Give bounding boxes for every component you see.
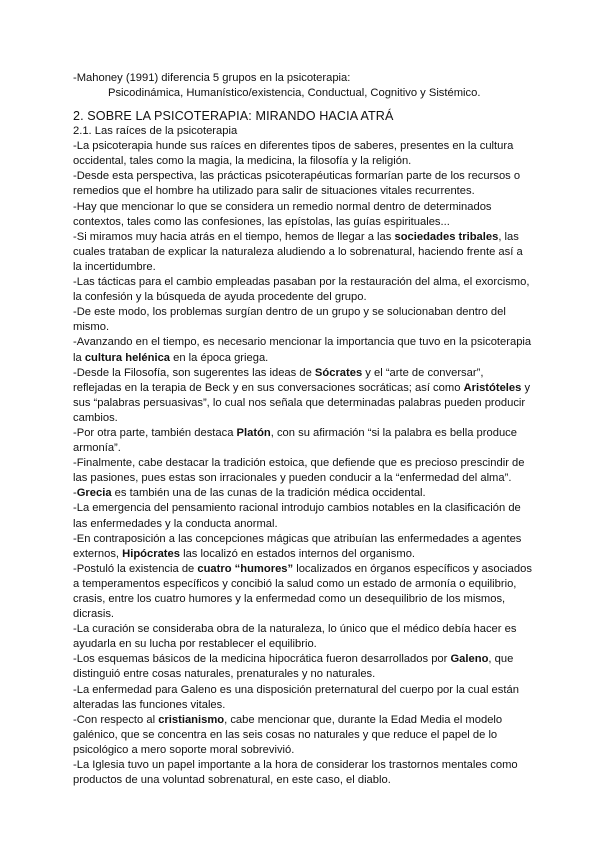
paragraph-line [73, 275, 533, 290]
paragraph-line [73, 169, 533, 184]
text-run: remedios que el hombre ha utilizado para salir de situaciones vitales recurrentes. [73, 185, 475, 198]
text-run: , las [498, 230, 519, 243]
bold-term: Aristóteles [463, 381, 522, 394]
paragraph [73, 532, 533, 562]
text-run: -De este modo, los problemas surgían dentro de un grupo y se solucionaban dentro del [73, 306, 506, 319]
text-run: - [73, 487, 77, 500]
bold-term: Sócrates [314, 366, 363, 379]
bold-term: cuatro “humores” [197, 562, 294, 575]
text-run: , que [488, 653, 514, 666]
paragraph [73, 305, 533, 335]
paragraph [73, 200, 533, 230]
paragraph-line [73, 773, 533, 788]
paragraph-line [73, 532, 533, 547]
text-run: -Por otra parte, también destaca [73, 426, 237, 439]
bold-term: Platón [236, 426, 271, 439]
paragraph-line [73, 335, 533, 350]
text-run: cambios. [73, 411, 118, 424]
paragraph-line [73, 230, 533, 245]
paragraph [73, 456, 533, 486]
paragraph-line [73, 139, 533, 154]
paragraph [73, 652, 533, 682]
bold-term: cristianismo [158, 713, 225, 726]
paragraph-line [73, 577, 533, 592]
paragraph-line [73, 607, 533, 622]
paragraph-line [73, 698, 533, 713]
paragraph [73, 335, 533, 365]
text-run: -La emergencia del pensamiento racional introdujo cambios notables en la clasificación de [73, 502, 521, 515]
paragraph-line [73, 622, 533, 637]
text-run: -La psicoterapia hunde sus raíces en diferentes tipos de saberes, presentes en la cultura [73, 140, 514, 153]
paragraph-line [73, 592, 533, 607]
paragraph-line [73, 486, 533, 501]
paragraph-line [73, 683, 533, 698]
text-run: mismo. [73, 321, 110, 334]
text-run: la [73, 351, 85, 364]
text-run: y [521, 381, 531, 394]
text-run: -En contraposición a las concepciones mágicas que atribuían las enfermedades a agentes [73, 532, 522, 545]
intro-line: -Mahoney (1991) diferencia 5 grupos en la psicoterapia: [73, 72, 351, 84]
text-run: productos de una voluntad sobrenatural, en este caso, el diablo. [73, 774, 391, 787]
paragraph-line [73, 260, 533, 275]
document-page [73, 71, 533, 788]
text-run: -La Iglesia tuvo un papel importante a la hora de considerar los trastornos mentales como [73, 759, 518, 772]
paragraph [73, 683, 533, 713]
text-run: , cabe mencionar que, durante la Edad Media el modelo [224, 713, 503, 726]
bold-term: Hipócrates [122, 547, 180, 560]
text-run: -Hay que mencionar lo que se considera un remedio normal dentro de determinados [73, 200, 492, 213]
paragraph-line [73, 667, 533, 682]
text-run: ayudarla en su lucha por restablecer el equilibrio. [73, 638, 317, 651]
paragraph-line [73, 366, 533, 381]
paragraph [73, 486, 533, 501]
paragraph-line [73, 501, 533, 516]
text-run: dicrasis. [73, 608, 115, 621]
text-run: alteradas las funciones vitales. [73, 698, 226, 711]
paragraph-line [73, 652, 533, 667]
text-run: es también una de las cunas de la tradición médica occidental. [111, 487, 426, 500]
paragraph [73, 230, 533, 275]
text-run: las localizó en estados internos del organismo. [179, 547, 416, 560]
text-run: en la época griega. [170, 351, 269, 364]
paragraph-line [73, 381, 533, 396]
paragraph-line [73, 441, 533, 456]
paragraph-line [73, 728, 533, 743]
text-run: -Los esquemas básicos de la medicina hipocrática fueron desarrollados por [73, 653, 451, 666]
text-run: las pasiones, pues estas son irracionales y pueden conducir a la “enfermedad del alma”. [73, 472, 512, 485]
text-run: -Avanzando en el tiempo, es necesario mencionar la importancia que tuvo en la psicoterapia [73, 336, 532, 349]
intro-list: Psicodinámica, Humanístico/existencia, Conductual, Cognitivo y Sistémico. [108, 87, 481, 100]
text-run: -Si miramos muy hacia atrás en el tiempo, hemos de llegar a las [73, 230, 395, 243]
text-run: distinguió entre cosas naturales, prenaturales y no naturales. [73, 668, 376, 681]
paragraph-line [73, 245, 533, 260]
paragraph [73, 139, 533, 169]
text-run: armonía”. [73, 442, 121, 455]
text-run: -Postuló la existencia de [73, 562, 198, 575]
paragraph-line [73, 200, 533, 215]
text-run: localizados en órganos específicos y asociados [293, 562, 532, 575]
paragraph-line [73, 456, 533, 471]
text-run: , con su afirmación “si la palabra es bella produce [270, 426, 517, 439]
bold-term: Grecia [76, 487, 112, 500]
text-run: occidental, tales como la magia, la medicina, la filosofía y la religión. [73, 155, 412, 168]
paragraph-line [73, 471, 533, 486]
subsection-heading: 2.1. Las raíces de la psicoterapia [73, 125, 238, 138]
text-run: la incertidumbre. [73, 260, 156, 273]
paragraph [73, 169, 533, 199]
paragraph-line [73, 713, 533, 728]
paragraph-line [73, 305, 533, 320]
paragraph-line [73, 426, 533, 441]
text-run: -La enfermedad para Galeno es una disposición preternatural del cuerpo por la cual están [73, 683, 519, 696]
bold-term: sociedades tribales [394, 230, 499, 243]
text-run: reflejadas en la terapia de Beck y en sus conversaciones socráticas; así como [73, 381, 464, 394]
text-run: la confesión y la búsqueda de ayuda procedente del grupo. [73, 291, 367, 304]
paragraph-line [73, 290, 533, 305]
paragraph-line [73, 411, 533, 426]
paragraph-line [73, 351, 533, 366]
paragraph [73, 622, 533, 652]
paragraph [73, 758, 533, 788]
paragraph-line [73, 743, 533, 758]
text-run: externos, [73, 547, 123, 560]
text-run: psicológico a mero soporte moral sobrevivió. [73, 743, 295, 756]
text-run: contextos, tales como las confesiones, las epístolas, las guías espirituales... [73, 215, 450, 228]
text-run: -Finalmente, cabe destacar la tradición estoica, que defiende que es precioso prescindir de [73, 457, 525, 470]
text-run: -Desde esta perspectiva, las prácticas psicoterapéuticas formarían parte de los recursos o [73, 170, 521, 183]
text-run: -Desde la Filosofía, son sugerentes las ideas de [73, 366, 315, 379]
document-body [73, 139, 533, 788]
paragraph-line [73, 547, 533, 562]
paragraph [73, 275, 533, 305]
paragraph-line [73, 184, 533, 199]
paragraph-line [73, 215, 533, 230]
text-run: las enfermedades y la conducta anormal. [73, 517, 278, 530]
paragraph [73, 562, 533, 622]
paragraph [73, 366, 533, 426]
paragraph-line [73, 396, 533, 411]
paragraph [73, 426, 533, 456]
text-run: cuales trataban de explicar la naturaleza aludiendo a lo sobrenatural, haciendo frente así a [73, 245, 523, 258]
paragraph-line [73, 517, 533, 532]
paragraph-line [73, 758, 533, 773]
paragraph-line [73, 637, 533, 652]
text-run: y el “arte de conversar”, [362, 366, 484, 379]
paragraph-line [73, 562, 533, 577]
text-run: crasis, entre los cuatro humores y la enfermedad como un desequilibrio de los mismos, [73, 593, 506, 605]
section-heading: 2. SOBRE LA PSICOTERAPIA: MIRANDO HACIA ATRÁ [73, 109, 394, 124]
paragraph [73, 713, 533, 758]
text-run: a temperamentos específicos y concibió la salud como un estado de armonía o equilibrio, [73, 577, 517, 590]
paragraph-line [73, 154, 533, 169]
paragraph [73, 501, 533, 531]
text-run: -Las tácticas para el cambio empleadas pasaban por la restauración del alma, el exorcismo, [73, 276, 530, 289]
text-run: sus “palabras persuasivas”, lo cual nos señala que determinadas palabras pueden producir [73, 396, 526, 409]
text-run: -Con respecto al [73, 713, 159, 726]
bold-term: Galeno [450, 653, 489, 666]
bold-term: cultura helénica [84, 351, 171, 364]
text-run: galénico, que se concentra en las seis cosas no naturales y que reduce el papel de lo [73, 728, 498, 741]
text-run: -La curación se consideraba obra de la naturaleza, lo único que el médico debía hacer es [73, 623, 517, 636]
paragraph-line [73, 320, 533, 335]
